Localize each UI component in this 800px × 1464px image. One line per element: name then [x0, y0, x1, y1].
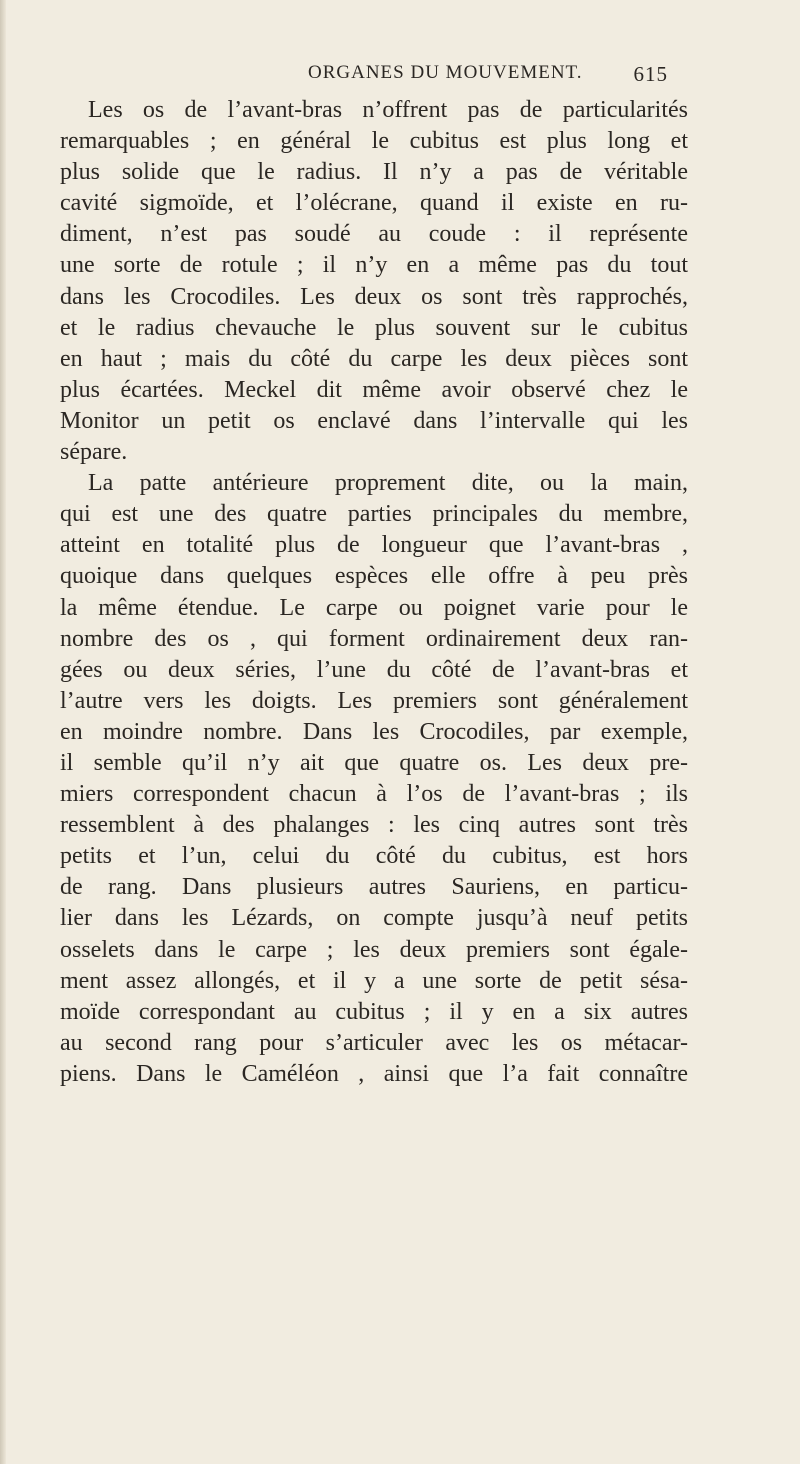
page-header — [308, 62, 668, 90]
text-line: et le radius chevauche le plus souvent sur le cubitus — [60, 314, 688, 341]
text-line: qui est une des quatre parties principales du membre, — [60, 501, 688, 528]
text-line: Les os de l’avant-bras n’offrent pas de particularités — [88, 97, 688, 123]
text-line: diment, n’est pas soudé au coude : il représente — [60, 221, 688, 248]
text-line: La patte antérieure proprement dite, ou la main, — [88, 470, 688, 497]
page-left-edge — [0, 0, 6, 1464]
text-line: plus écartées. Meckel dit même avoir observé chez le — [60, 376, 688, 403]
text-line: l’autre vers les doigts. Les premiers sont généralement — [60, 687, 688, 714]
text-line: il semble qu’il n’y ait que quatre os. Les deux pre- — [60, 749, 688, 776]
running-head: ORGANES DU MOUVEMENT. — [308, 62, 583, 83]
text-line: la même étendue. Le carpe ou poignet varie pour le — [60, 594, 688, 621]
text-line: petits et l’un, celui du côté du cubitus, est hors — [60, 843, 688, 870]
page-number: 615 — [633, 62, 668, 86]
text-line: remarquables ; en général le cubitus est plus long et — [60, 128, 688, 155]
text-line: gées ou deux séries, l’une du côté de l’avant-bras et — [60, 656, 688, 683]
text-line: au second rang pour s’articuler avec les os métacar- — [60, 1029, 688, 1056]
text-line: quoique dans quelques espèces elle offre à peu près — [60, 563, 688, 590]
text-line: une sorte de rotule ; il n’y en a même pas du tout — [60, 252, 688, 279]
text-line: osselets dans le carpe ; les deux premiers sont égale- — [60, 936, 688, 963]
text-line: ressemblent à des phalanges : les cinq autres sont très — [60, 812, 688, 839]
text-line: atteint en totalité plus de longueur que l’avant-bras , — [60, 532, 688, 559]
text-line: en moindre nombre. Dans les Crocodiles, par exemple, — [60, 718, 688, 745]
text-line: nombre des os , qui forment ordinairement deux ran- — [60, 625, 688, 652]
text-line: moïde correspondant au cubitus ; il y en a six autres — [60, 998, 688, 1025]
text-line: en haut ; mais du côté du carpe les deux pièces sont — [60, 345, 688, 372]
text-line: lier dans les Lézards, on compte jusqu’à neuf petits — [60, 905, 688, 932]
text-line: sépare. — [60, 439, 128, 466]
text-line: de rang. Dans plusieurs autres Sauriens, en particu- — [60, 874, 688, 901]
text-line: cavité sigmoïde, et l’olécrane, quand il existe en ru- — [60, 190, 688, 217]
text-line: piens. Dans le Caméléon , ainsi que l’a fait connaître — [60, 1060, 688, 1087]
text-line: Monitor un petit os enclavé dans l’intervalle qui les — [60, 407, 688, 434]
text-line: plus solide que le radius. Il n’y a pas de véritable — [60, 159, 688, 186]
text-line: ment assez allongés, et il y a une sorte de petit sésa- — [60, 967, 688, 994]
body-text — [60, 95, 688, 1090]
text-line: dans les Crocodiles. Les deux os sont très rapprochés, — [60, 283, 688, 310]
text-line: miers correspondent chacun à l’os de l’avant-bras ; ils — [60, 781, 688, 808]
